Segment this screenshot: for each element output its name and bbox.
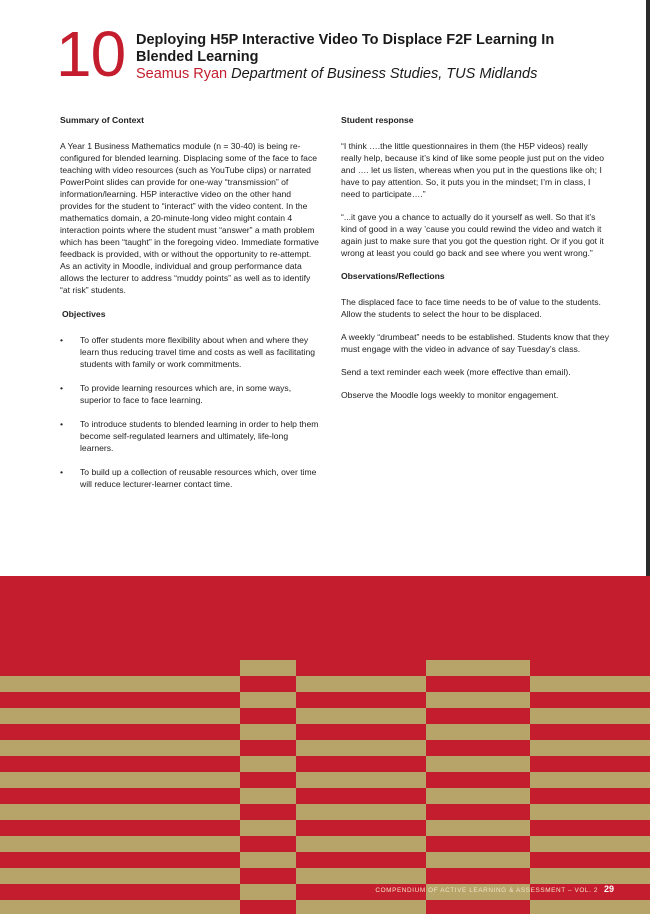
decorative-stripe	[296, 868, 426, 884]
decorative-stripe	[0, 708, 240, 724]
decorative-stripe	[0, 740, 240, 756]
decorative-stripe	[530, 900, 650, 914]
decorative-stripe	[240, 788, 296, 804]
decorative-stripe	[0, 676, 240, 692]
list-item	[60, 418, 322, 454]
decorative-stripe	[0, 804, 240, 820]
department: Department of Business Studies, TUS Midlands	[231, 66, 538, 82]
decorative-stripe	[530, 836, 650, 852]
page-footer	[375, 884, 614, 894]
objective-text: To offer students more flexibility about when and where they learn thus reducing travel time and costs as well as facilitating students with family or work commitments.	[80, 335, 316, 369]
decorative-stripe	[296, 676, 426, 692]
decorative-stripe	[240, 820, 296, 836]
decorative-stripe	[296, 836, 426, 852]
decorative-stripe	[530, 676, 650, 692]
bullet: •	[60, 383, 64, 393]
decorative-stripe	[240, 884, 296, 900]
decorative-stripe	[530, 708, 650, 724]
decorative-stripe	[426, 820, 530, 836]
decorative-stripe	[296, 740, 426, 756]
decorative-stripe	[426, 660, 530, 676]
right-column	[341, 114, 609, 412]
observation-text: Observe the Moodle logs weekly to monitor engagement.	[341, 390, 559, 400]
student-quote: “...it gave you a chance to actually do it yourself as well. So that it’s kind of good in a way ’cause you could rewind the video and watch it again just to make sure that you got the question right. Or if you got it wrong at least you could go back and see where you went wrong.”	[341, 212, 604, 258]
decorative-stripe	[296, 772, 426, 788]
decorative-stripe	[240, 692, 296, 708]
decorative-stripe	[296, 804, 426, 820]
author-line	[136, 66, 606, 83]
objective-text: To build up a collection of reusable resources which, over time will reduce lecturer-learner contact time.	[80, 467, 317, 489]
decorative-stripe	[530, 868, 650, 884]
bullet: •	[60, 467, 64, 477]
decorative-stripe	[530, 804, 650, 820]
response-heading: Student response	[341, 115, 414, 125]
decorative-stripe	[426, 788, 530, 804]
decorative-stripe-band	[0, 576, 650, 914]
decorative-stripe	[530, 740, 650, 756]
observation-text: The displaced face to face time needs to be of value to the students. Allow the students to select the hour to be displaced.	[341, 297, 601, 319]
chapter-number: 10	[56, 18, 126, 90]
objectives-list	[60, 334, 322, 490]
author-name: Seamus Ryan	[136, 66, 228, 82]
decorative-stripe	[426, 724, 530, 740]
page-edge	[646, 0, 650, 580]
list-item	[60, 382, 322, 406]
decorative-stripe	[426, 692, 530, 708]
summary-heading: Summary of Context	[60, 115, 145, 125]
decorative-stripe	[0, 772, 240, 788]
page-number: 29	[603, 884, 614, 894]
decorative-stripe	[240, 756, 296, 772]
decorative-stripe	[0, 836, 240, 852]
decorative-stripe	[0, 868, 240, 884]
objective-text: To provide learning resources which are, in some ways, superior to face to face learning.	[80, 383, 292, 405]
left-column	[60, 114, 322, 502]
bullet: •	[60, 419, 64, 429]
decorative-stripe	[426, 756, 530, 772]
decorative-stripe	[240, 852, 296, 868]
observations-heading: Observations/Reflections	[341, 271, 445, 281]
decorative-stripe	[426, 852, 530, 868]
publication-title: COMPENDIUM OF ACTIVE LEARNING & ASSESSMENT – VOL. 2	[375, 887, 598, 894]
observation-text: Send a text reminder each week (more effective than email).	[341, 367, 571, 377]
decorative-stripe	[530, 772, 650, 788]
decorative-stripe	[296, 900, 426, 914]
bullet: •	[60, 335, 64, 345]
objectives-heading: Objectives	[62, 309, 106, 319]
observation-text: A weekly “drumbeat” needs to be established. Students know that they must engage with the video in advance of say Tuesday’s class.	[341, 332, 609, 354]
objective-text: To introduce students to blended learning in order to help them become self-regulated learners and ultimately, life-long learners.	[80, 419, 319, 453]
summary-text: A Year 1 Business Mathematics module (n = 30-40) is being re-configured for blended learning. Displacing some of the face to face teaching with video resources (such as YouTube clips) or narrated PowerPoint slides can provide for one-way “transmission” of information/learning. H5P interactive video on the other hand provides for the student to “interact” with the video content. In the mathematics domain, a 20-minute-long video might contain 4 interaction points where the student must “answer” a math problem which has been “taught” in the foregoing video. Immediate formative feedback is provided, with or without the opportunity to re-attempt. As an activity in Moodle, individual and group performance data allows the lecturer to address “muddy points” as well as to identify “at risk” students.	[60, 141, 319, 295]
decorative-stripe	[0, 900, 240, 914]
student-quote: “I think ….the little questionnaires in them (the H5P videos) really really help, because it’s kind of like some people just put on the video and …. let us listen, whereas when you put in the questions like oh; I have to pay attention. So, it puts you in the mindset; I’m in class, I need to participate….”	[341, 141, 605, 199]
decorative-stripe	[240, 724, 296, 740]
article-title: Deploying H5P Interactive Video To Displace F2F Learning In Blended Learning	[136, 32, 555, 65]
decorative-stripe	[296, 708, 426, 724]
decorative-stripe	[240, 660, 296, 676]
list-item	[60, 334, 322, 370]
list-item	[60, 466, 322, 490]
